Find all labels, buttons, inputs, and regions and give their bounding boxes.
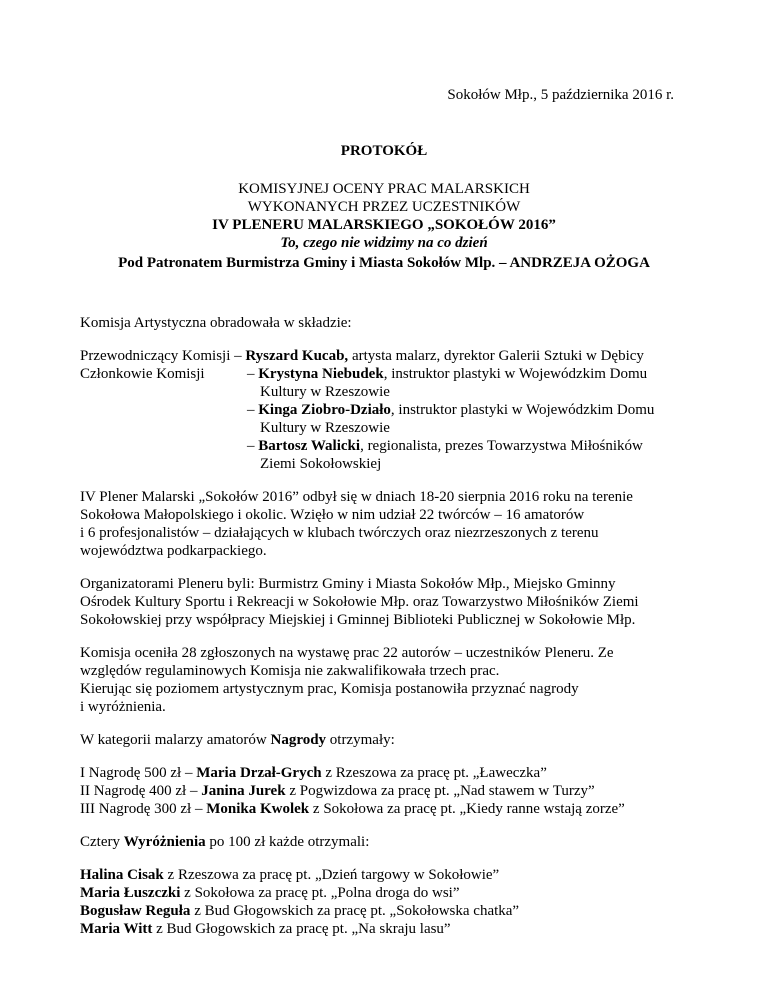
distinction-winner: Halina Cisak <box>80 867 164 883</box>
member-1-dash: – <box>247 366 259 382</box>
text-line: Ośrodek Kultury Sportu i Rekreacji w Sokołowie Młp. oraz Towarzystwo Miłośników Ziemi <box>80 594 639 610</box>
distinction-winner: Maria Łuszczki <box>80 885 181 901</box>
distinction-detail: z Bud Głogowskich za pracę pt. „Sokołowska chatka” <box>190 903 520 919</box>
text-line: i 6 profesjonalistów – działających w klubach twórczych oraz niezrzeszonych z terenu <box>80 525 599 541</box>
members-label: Członkowie Komisji <box>80 366 205 382</box>
text-line: i wyróżnienia. <box>80 699 166 715</box>
award-prize: III Nagrodę 300 zł – <box>80 801 207 817</box>
awards-list <box>80 764 700 818</box>
distinctions-intro <box>80 833 700 851</box>
awards-intro-pre: W kategorii malarzy amatorów <box>80 732 271 748</box>
award-item <box>80 782 700 800</box>
document-body <box>80 314 700 953</box>
committee-member-1 <box>80 365 700 383</box>
distinctions-intro-pre: Cztery <box>80 834 124 850</box>
member-1-desc-cont: Kultury w Rzeszowie <box>260 384 390 400</box>
distinction-detail: z Sokołowa za pracę pt. „Polna droga do wsi” <box>180 885 460 901</box>
distinction-item <box>80 866 700 884</box>
distinction-winner: Bogusław Reguła <box>80 903 191 919</box>
award-detail: z Pogwizdowa za pracę pt. „Nad stawem w Turzy” <box>285 783 595 799</box>
paragraph-organizers <box>80 575 700 629</box>
distinctions-intro-bold: Wyróżnienia <box>123 834 206 850</box>
committee-list <box>80 347 700 473</box>
award-winner: Janina Jurek <box>201 783 286 799</box>
award-prize: I Nagrodę 500 zł – <box>80 765 197 781</box>
text-line: Sokołowa Małopolskiego i okolic. Wzięło w nim udział 22 twórców – 16 amatorów <box>80 507 585 523</box>
header-line-2: WYKONANYCH PRZEZ UCZESTNIKÓW <box>247 199 521 215</box>
distinction-item <box>80 884 700 902</box>
awards-intro-post: otrzymały: <box>326 732 395 748</box>
date-line: Sokołów Młp., 5 października 2016 r. <box>447 87 674 103</box>
committee-intro: Komisja Artystyczna obradowała w składzie: <box>80 315 352 331</box>
member-2-desc-cont: Kultury w Rzeszowie <box>260 420 390 436</box>
member-2-desc: , instruktor plastyki w Wojewódzkim Domu <box>390 402 655 418</box>
distinction-detail: z Bud Głogowskich za pracę pt. „Na skraju lasu” <box>152 921 451 937</box>
award-detail: z Rzeszowa za pracę pt. „Ławeczka” <box>321 765 547 781</box>
text-line: IV Plener Malarski „Sokołów 2016” odbył się w dniach 18-20 sierpnia 2016 roku na terenie <box>80 489 633 505</box>
award-item <box>80 800 700 818</box>
distinction-item <box>80 920 700 938</box>
member-2-dash: – <box>247 402 259 418</box>
distinction-winner: Maria Witt <box>80 921 153 937</box>
distinctions-list <box>80 866 700 938</box>
awards-intro-bold: Nagrody <box>270 732 327 748</box>
award-detail: z Sokołowa za pracę pt. „Kiedy ranne wstają zorze” <box>309 801 625 817</box>
header-patronage: Pod Patronatem Burmistrza Gminy i Miasta Sokołów Mlp. – ANDRZEJA OŻOGA <box>118 255 650 271</box>
award-winner: Monika Kwolek <box>206 801 310 817</box>
member-1-name: Krystyna Niebudek <box>258 366 384 382</box>
member-3-desc-cont: Ziemi Sokołowskiej <box>260 456 382 472</box>
header-line-3: IV PLENERU MALARSKIEGO „SOKOŁÓW 2016” <box>212 217 556 233</box>
member-3-name: Bartosz Walicki <box>258 438 361 454</box>
member-3-desc: , regionalista, prezes Towarzystwa Miłośników <box>360 438 643 454</box>
committee-chair <box>80 347 700 365</box>
text-line: Organizatorami Pleneru byli: Burmistrz Gminy i Miasta Sokołów Młp., Miejsko Gminny <box>80 576 616 592</box>
chair-name: Ryszard Kucab, <box>245 348 349 364</box>
committee-member-2 <box>80 401 700 419</box>
document-title: PROTOKÓŁ <box>340 143 428 159</box>
text-line: Kierując się poziomem artystycznym prac, Komisja postanowiła przyznać nagrody <box>80 681 579 697</box>
award-prize: II Nagrodę 400 zł – <box>80 783 202 799</box>
member-1-desc: , instruktor plastyki w Wojewódzkim Domu <box>383 366 648 382</box>
paragraph-plener-info <box>80 488 700 560</box>
header-line-1: KOMISYJNEJ OCENY PRAC MALARSKICH <box>238 181 530 197</box>
chair-label: Przewodniczący Komisji – <box>80 348 246 364</box>
header-motto: To, czego nie widzimy na co dzień <box>280 235 488 251</box>
chair-desc: artysta malarz, dyrektor Galerii Sztuki w Dębicy <box>348 348 644 364</box>
member-2-name: Kinga Ziobro-Działo <box>258 402 391 418</box>
distinction-detail: z Rzeszowa za pracę pt. „Dzień targowy w Sokołowie” <box>163 867 500 883</box>
text-line: względów regulaminowych Komisja nie zakwalifikowała trzech prac. <box>80 663 500 679</box>
document-header <box>0 142 768 272</box>
award-item <box>80 764 700 782</box>
award-winner: Maria Drzał-Grych <box>196 765 322 781</box>
text-line: województwa podkarpackiego. <box>80 543 267 559</box>
distinctions-intro-post: po 100 zł każde otrzymali: <box>205 834 370 850</box>
committee-member-3 <box>80 437 700 455</box>
distinction-item <box>80 902 700 920</box>
text-line: Sokołowskiej przy współpracy Miejskiej i Gminnej Biblioteki Publicznej w Sokołowie Młp. <box>80 612 636 628</box>
member-3-dash: – <box>247 438 259 454</box>
awards-intro <box>80 731 700 749</box>
text-line: Komisja oceniła 28 zgłoszonych na wystawę prac 22 autorów – uczestników Pleneru. Ze <box>80 645 614 661</box>
paragraph-evaluation <box>80 644 700 716</box>
